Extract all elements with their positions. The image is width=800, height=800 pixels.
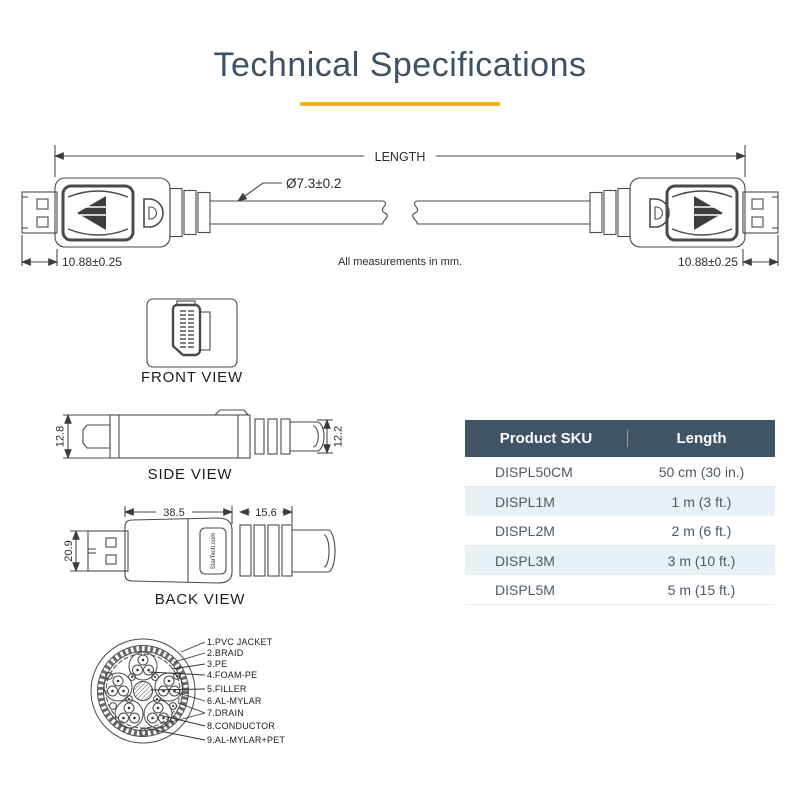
- left-connector-width-label: 10.88±0.25: [62, 255, 122, 269]
- table-row: [465, 457, 775, 487]
- cross-section-label: 8.CONDUCTOR: [207, 721, 276, 731]
- table-header-length: Length: [676, 430, 727, 447]
- brand-label: StarTech.com: [211, 532, 217, 570]
- cross-section-label: 6.AL-MYLAR: [207, 696, 262, 706]
- cell-sku: DISPL50CM: [495, 463, 573, 480]
- cell-length: 1 m (3 ft.): [671, 493, 732, 510]
- cross-section-label: 9.AL-MYLAR+PET: [207, 735, 286, 745]
- cell-length: 3 m (10 ft.): [667, 552, 736, 569]
- cell-sku: DISPL1M: [495, 493, 555, 510]
- side-view-drawing: [55, 400, 345, 470]
- table-row: [465, 487, 775, 516]
- cable-dimension-diagram: [20, 135, 780, 275]
- right-connector-width-label: 10.88±0.25: [678, 255, 738, 269]
- front-view-label: FRONT VIEW: [141, 369, 243, 386]
- page-title: Technical Specifications: [213, 46, 587, 84]
- table-row: [465, 575, 775, 605]
- table-header-row: [465, 420, 775, 457]
- table-row: [465, 516, 775, 546]
- cell-length: 5 m (15 ft.): [667, 581, 736, 598]
- side-view-label: SIDE VIEW: [147, 466, 233, 483]
- back-view-body-length-label: 38.5: [163, 507, 185, 519]
- cell-sku: DISPL3M: [495, 552, 555, 569]
- back-view-drawing: [60, 498, 360, 593]
- units-note: All measurements in mm.: [337, 256, 463, 268]
- side-view-left-height-label: 12.8: [54, 425, 67, 448]
- back-view-height-label: 20.9: [63, 540, 75, 562]
- cross-section-label: 2.BRAID: [207, 648, 244, 658]
- table-row: [465, 546, 775, 575]
- length-dimension-label: LENGTH: [374, 150, 426, 164]
- cross-section-label: 4.FOAM-PE: [207, 670, 258, 680]
- cell-length: 2 m (6 ft.): [671, 522, 732, 539]
- cell-length: 50 cm (30 in.): [658, 463, 745, 480]
- title-underline: [300, 102, 500, 106]
- cross-section-label: 5.FILLER: [207, 684, 247, 694]
- back-view-relief-length-label: 15.6: [255, 507, 277, 519]
- cell-sku: DISPL2M: [495, 522, 555, 539]
- cross-section-label: 7.DRAIN: [207, 708, 244, 718]
- side-view-right-height-label: 12.2: [332, 425, 345, 448]
- cell-sku: DISPL5M: [495, 581, 555, 598]
- cross-section-label: 3.PE: [207, 659, 228, 669]
- sku-length-table: [465, 420, 775, 605]
- back-view-label: BACK VIEW: [154, 591, 246, 608]
- diameter-dimension-label: Ø7.3±0.2: [286, 176, 342, 191]
- cross-section-label: 1.PVC JACKET: [207, 637, 273, 647]
- table-header-product-sku: Product SKU: [465, 430, 628, 447]
- front-view-drawing: [130, 290, 260, 370]
